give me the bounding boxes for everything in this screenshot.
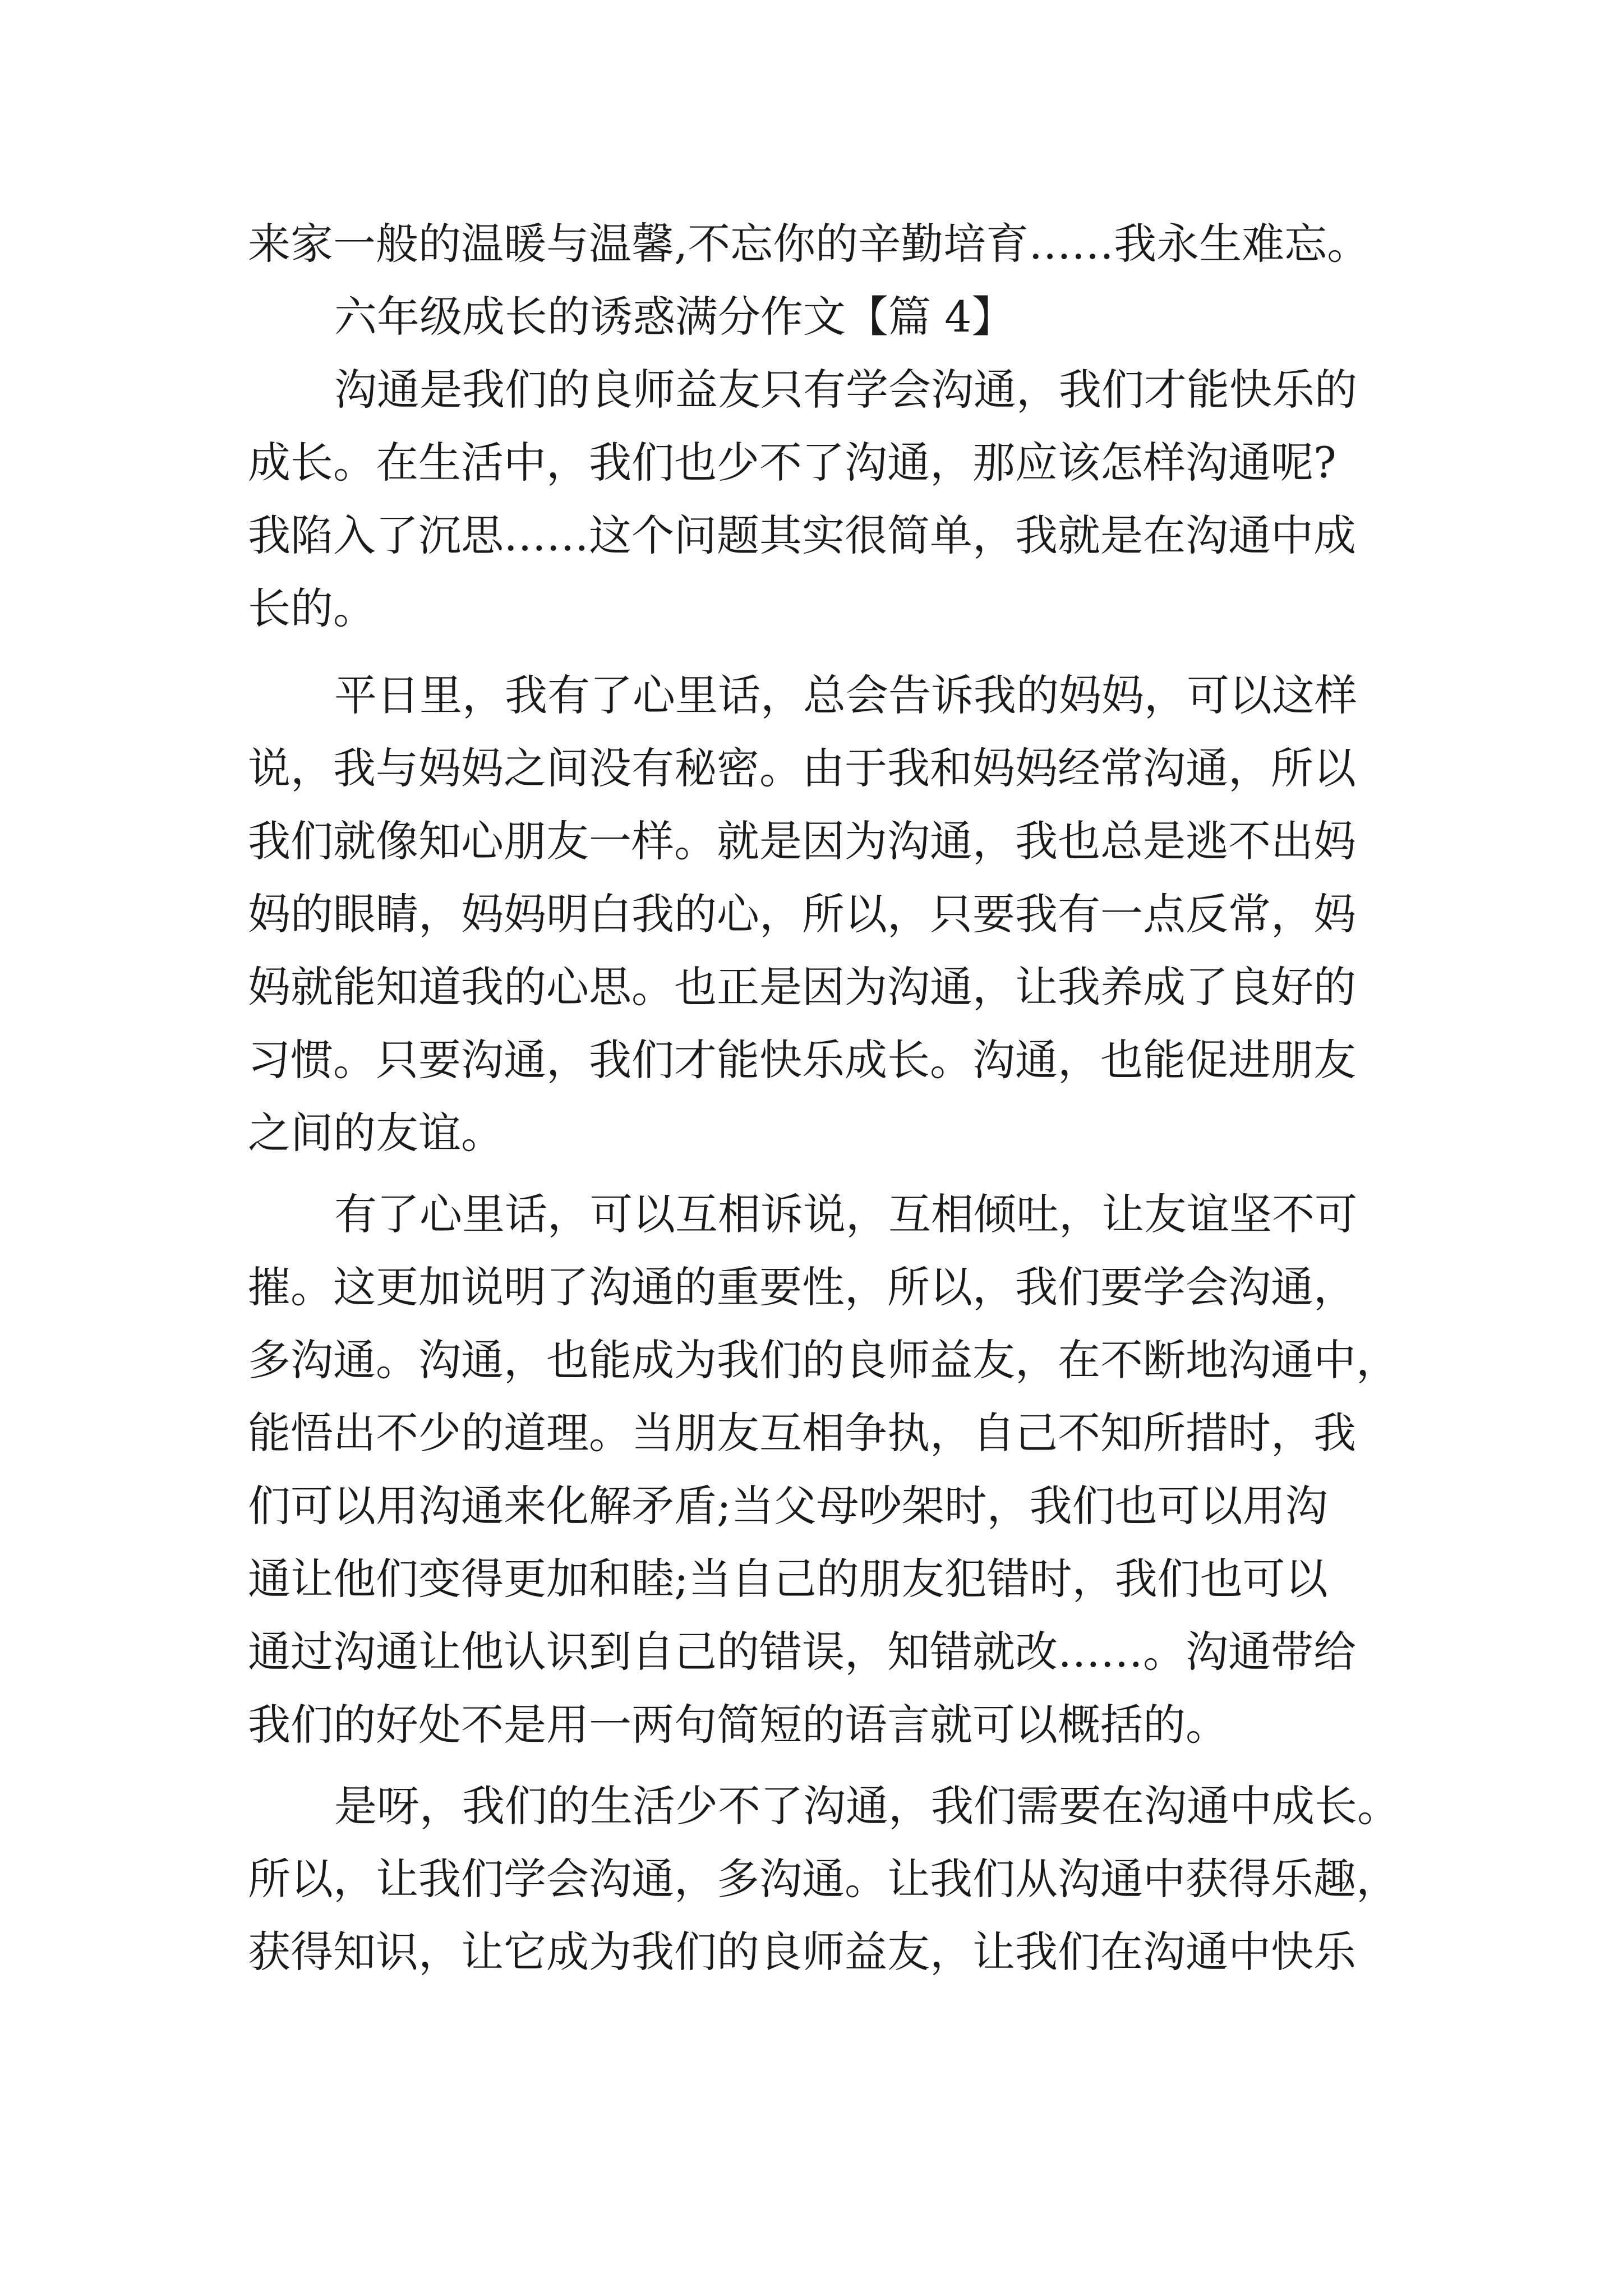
- text-line: 沟通是我们的良师益友只有学会沟通，我们才能快乐的: [334, 365, 1357, 415]
- text-line: 妈就能知道我的心思。也正是因为沟通，让我养成了良好的: [248, 962, 1356, 1012]
- text-line: 之间的友谊。: [248, 1108, 504, 1158]
- text-line: 我陷入了沉思……这个问题其实很简单，我就是在沟通中成: [248, 510, 1356, 560]
- text-line: 妈的眼睛，妈妈明白我的心，所以，只要我有一点反常，妈: [248, 889, 1356, 939]
- text-line: 我们就像知心朋友一样。就是因为沟通，我也总是逃不出妈: [248, 816, 1356, 866]
- text-line: 通过沟通让他认识到自己的错误，知错就改……。沟通带给: [248, 1627, 1356, 1677]
- text-line: 习惯。只要沟通，我们才能快乐成长。沟通，也能促进朋友: [248, 1035, 1356, 1085]
- text-line: 平日里，我有了心里话，总会告诉我的妈妈，可以这样: [334, 670, 1357, 720]
- text-line: 通让他们变得更加和睦;当自己的朋友犯错时，我们也可以: [248, 1554, 1328, 1604]
- text-line: 获得知识，让它成为我们的良师益友，让我们在沟通中快乐: [248, 1927, 1356, 1977]
- text-line: 摧。这更加说明了沟通的重要性，所以，我们要学会沟通，: [248, 1262, 1356, 1312]
- text-line: 能悟出不少的道理。当朋友互相争执，自己不知所措时，我: [248, 1408, 1356, 1458]
- text-line: 说，我与妈妈之间没有秘密。由于我和妈妈经常沟通，所以: [248, 743, 1356, 793]
- text-line: 所以，让我们学会沟通，多沟通。让我们从沟通中获得乐趣，: [248, 1854, 1399, 1904]
- section-heading: 六年级成长的诱惑满分作文【篇 4】: [334, 292, 1015, 342]
- text-line: 来家一般的温暖与温馨,不忘你的辛勤培育……我永生难忘。: [248, 219, 1370, 269]
- text-line: 成长。在生活中，我们也少不了沟通，那应该怎样沟通呢?: [248, 438, 1336, 487]
- text-line: 多沟通。沟通，也能成为我们的良师益友，在不断地沟通中，: [248, 1335, 1399, 1385]
- text-line: 是呀，我们的生活少不了沟通，我们需要在沟通中成长。: [334, 1781, 1400, 1831]
- text-line: 们可以用沟通来化解矛盾;当父母吵架时，我们也可以用沟: [248, 1481, 1328, 1531]
- text-line: 我们的好处不是用一两句简短的语言就可以概括的。: [248, 1700, 1228, 1750]
- text-line: 有了心里话，可以互相诉说，互相倾吐，让友谊坚不可: [334, 1189, 1357, 1239]
- text-line: 长的。: [248, 583, 376, 633]
